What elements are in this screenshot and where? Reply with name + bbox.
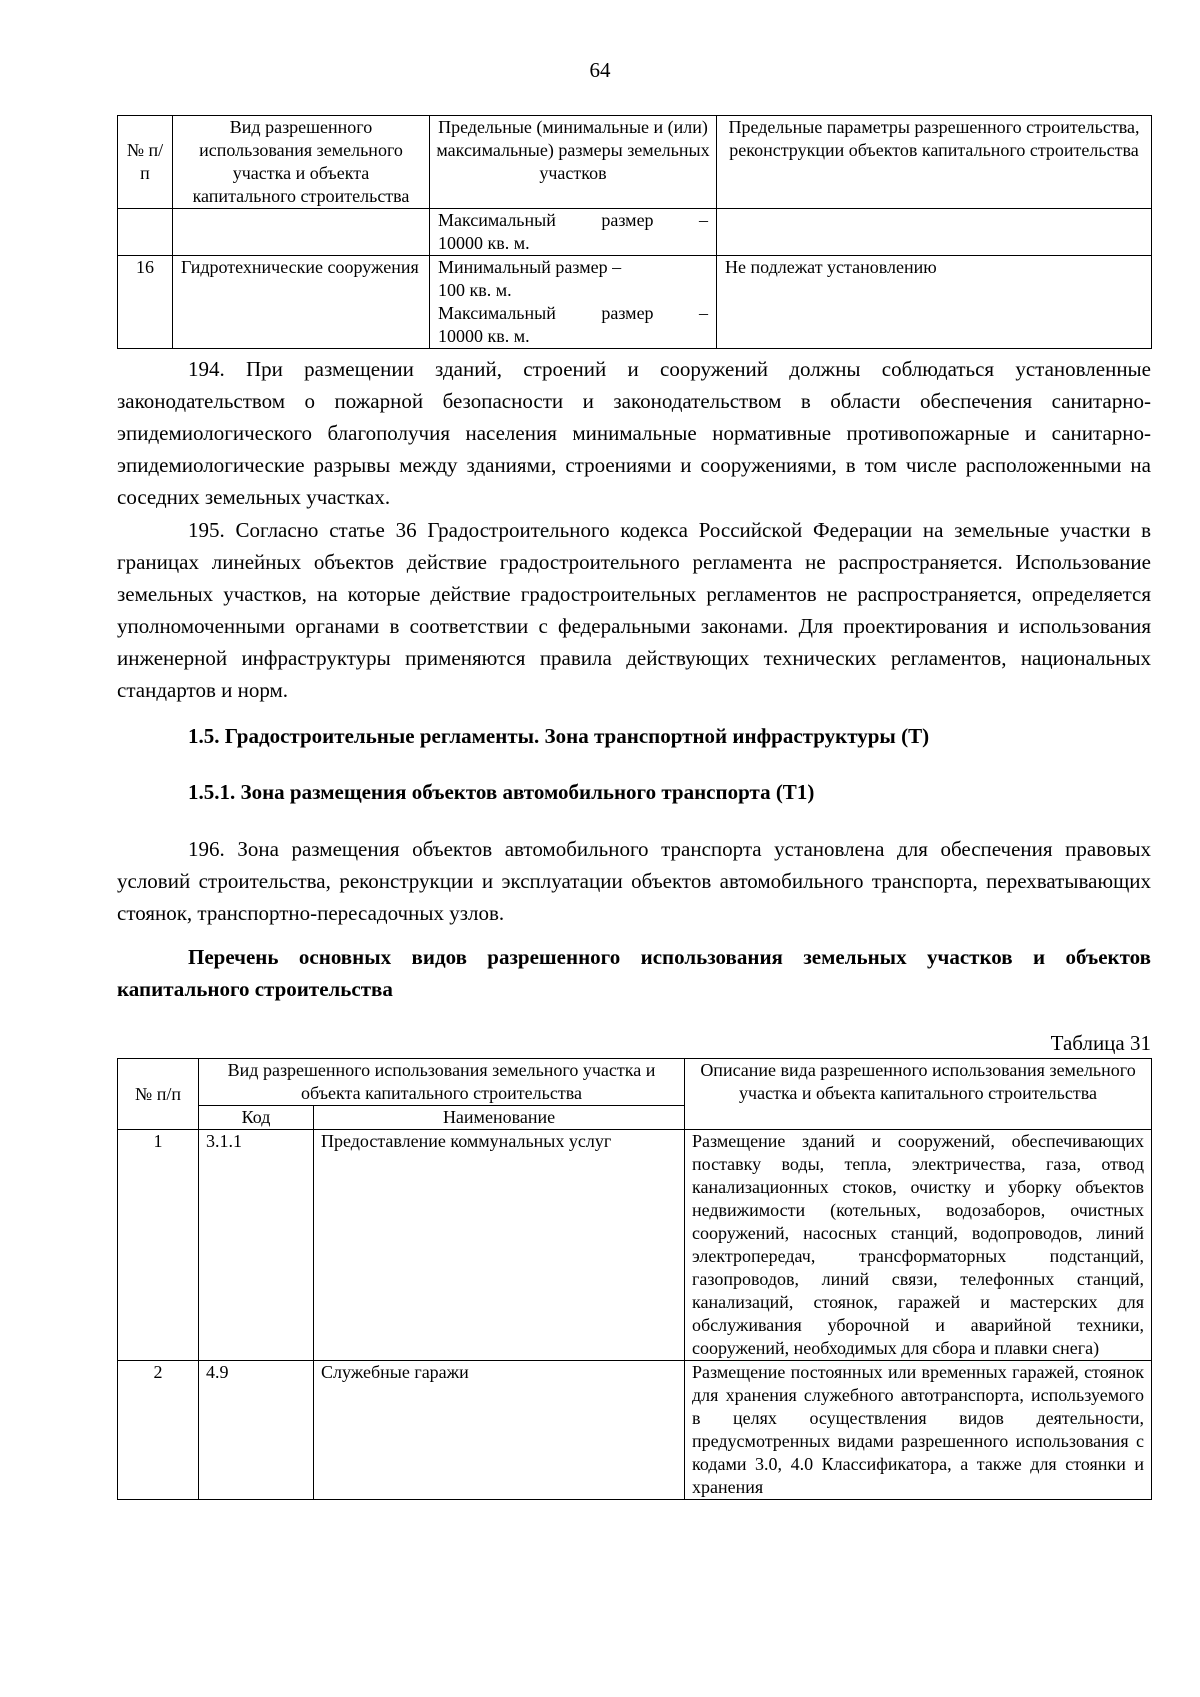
row-code: 4.9 <box>199 1361 314 1500</box>
header-use-type: Вид разрешенного использования земельного участка и объекта капитального строительства <box>173 116 430 209</box>
row-num <box>118 209 173 256</box>
header-code: Код <box>199 1106 314 1130</box>
size-line: 10000 кв. м. <box>438 233 530 253</box>
size-line: 100 кв. м. <box>438 280 512 300</box>
header-plot-sizes: Предельные (минимальные и (или) максимальные) размеры земельных участков <box>430 116 717 209</box>
size-label: Максимальный <box>438 210 556 230</box>
row-description: Размещение зданий и сооружений, обеспечивающих поставку воды, тепла, электричества, газа, отвод канализационных стоков, очистку и уборку объектов недвижимости (котельных, водозаборов, очистных сооружений, насосных станций, водопроводов, линий электропередач, трансформаторных подстанций, газопроводов, линий связи, телефонных станций, канализаций, стоянок, гаражей и мастерских для обслуживания уборочной и аварийной техники, сооружений, необходимых для сбора и плавки снега) <box>685 1130 1152 1361</box>
header-description: Описание вида разрешенного использования земельного участка и объекта капитального строительства <box>685 1059 1152 1130</box>
row-description: Размещение постоянных или временных гаражей, стоянок для хранения служебного автотранспорта, используемого в целях осуществления видов деятельности, предусмотренных видами разрешенного использования с кодами 3.0, 4.0 Классификатора, а также для стоянки и хранения <box>685 1361 1152 1500</box>
row-num: 2 <box>118 1361 199 1500</box>
row-plot-sizes <box>430 209 717 256</box>
subsection-heading: 1.5.1. Зона размещения объектов автомобильного транспорта (Т1) <box>188 780 815 804</box>
size-dash: – <box>699 303 708 323</box>
row-name: Служебные гаражи <box>314 1361 685 1500</box>
table-header-row <box>118 1059 1152 1106</box>
section-heading: 1.5. Градостроительные регламенты. Зона транспортной инфраструктуры (Т) <box>188 724 930 748</box>
list-title: Перечень основных видов разрешенного использования земельных участков и объектов капитального строительства <box>117 945 1151 1001</box>
size-dash: – <box>699 210 708 230</box>
row-num: 16 <box>118 256 173 349</box>
row-name: Предоставление коммунальных услуг <box>314 1130 685 1361</box>
table-header-row <box>118 116 1152 209</box>
table-row <box>118 256 1152 349</box>
size-line: Минимальный размер – <box>438 257 622 277</box>
table-row <box>118 1361 1152 1500</box>
size-line: 10000 кв. м. <box>438 326 530 346</box>
row-use-type: Гидротехнические сооружения <box>173 256 430 349</box>
table-row <box>118 209 1152 256</box>
header-name: Наименование <box>314 1106 685 1130</box>
table-label: Таблица 31 <box>1050 1031 1151 1055</box>
header-build-params: Предельные параметры разрешенного строительства, реконструкции объектов капитального строительства <box>717 116 1152 209</box>
permitted-use-table <box>117 1058 1152 1500</box>
paragraph-196: 196. Зона размещения объектов автомобильного транспорта установлена для обеспечения правовых условий строительства, реконструкции и эксплуатации объектов автомобильного транспорта, перехватывающих стоянок, транспортно-пересадочных узлов. <box>117 837 1151 925</box>
row-code: 3.1.1 <box>199 1130 314 1361</box>
row-build-params <box>717 209 1152 256</box>
header-use-type-group: Вид разрешенного использования земельного участка и объекта капитального строительства <box>199 1059 685 1106</box>
land-use-parameters-table <box>117 115 1152 349</box>
paragraph-195: 195. Согласно статье 36 Градостроительного кодекса Российской Федерации на земельные участки в границах линейных объектов действие градостроительного регламента не распространяется. Использование земельных участков, на которые действие градостроительных регламентов не распространяется, определяется уполномоченными органами в соответствии с федеральными законами. Для проектирования и использования инженерной инфраструктуры применяются правила действующих технических регламентов, национальных стандартов и норм. <box>117 518 1151 702</box>
row-plot-sizes <box>430 256 717 349</box>
row-use-type <box>173 209 430 256</box>
table-row <box>118 1130 1152 1361</box>
row-num: 1 <box>118 1130 199 1361</box>
paragraph-194: 194. При размещении зданий, строений и сооружений должны соблюдаться установленные законодательством о пожарной безопасности и законодательством в области обеспечения санитарно-эпидемиологического благополучия населения минимальные нормативные противопожарные и санитарно-эпидемиологические разрывы между зданиями, строениями и сооружениями, в том числе расположенными на соседних земельных участках. <box>117 357 1151 509</box>
row-build-params: Не подлежат установлению <box>717 256 1152 349</box>
size-word: размер <box>601 210 654 230</box>
size-line <box>438 302 708 325</box>
page-number: 64 <box>589 58 611 82</box>
header-num: № п/п <box>118 1059 199 1130</box>
header-num: № п/п <box>118 116 173 209</box>
size-label: Максимальный <box>438 303 556 323</box>
size-line <box>438 209 708 232</box>
size-word: размер <box>601 303 654 323</box>
